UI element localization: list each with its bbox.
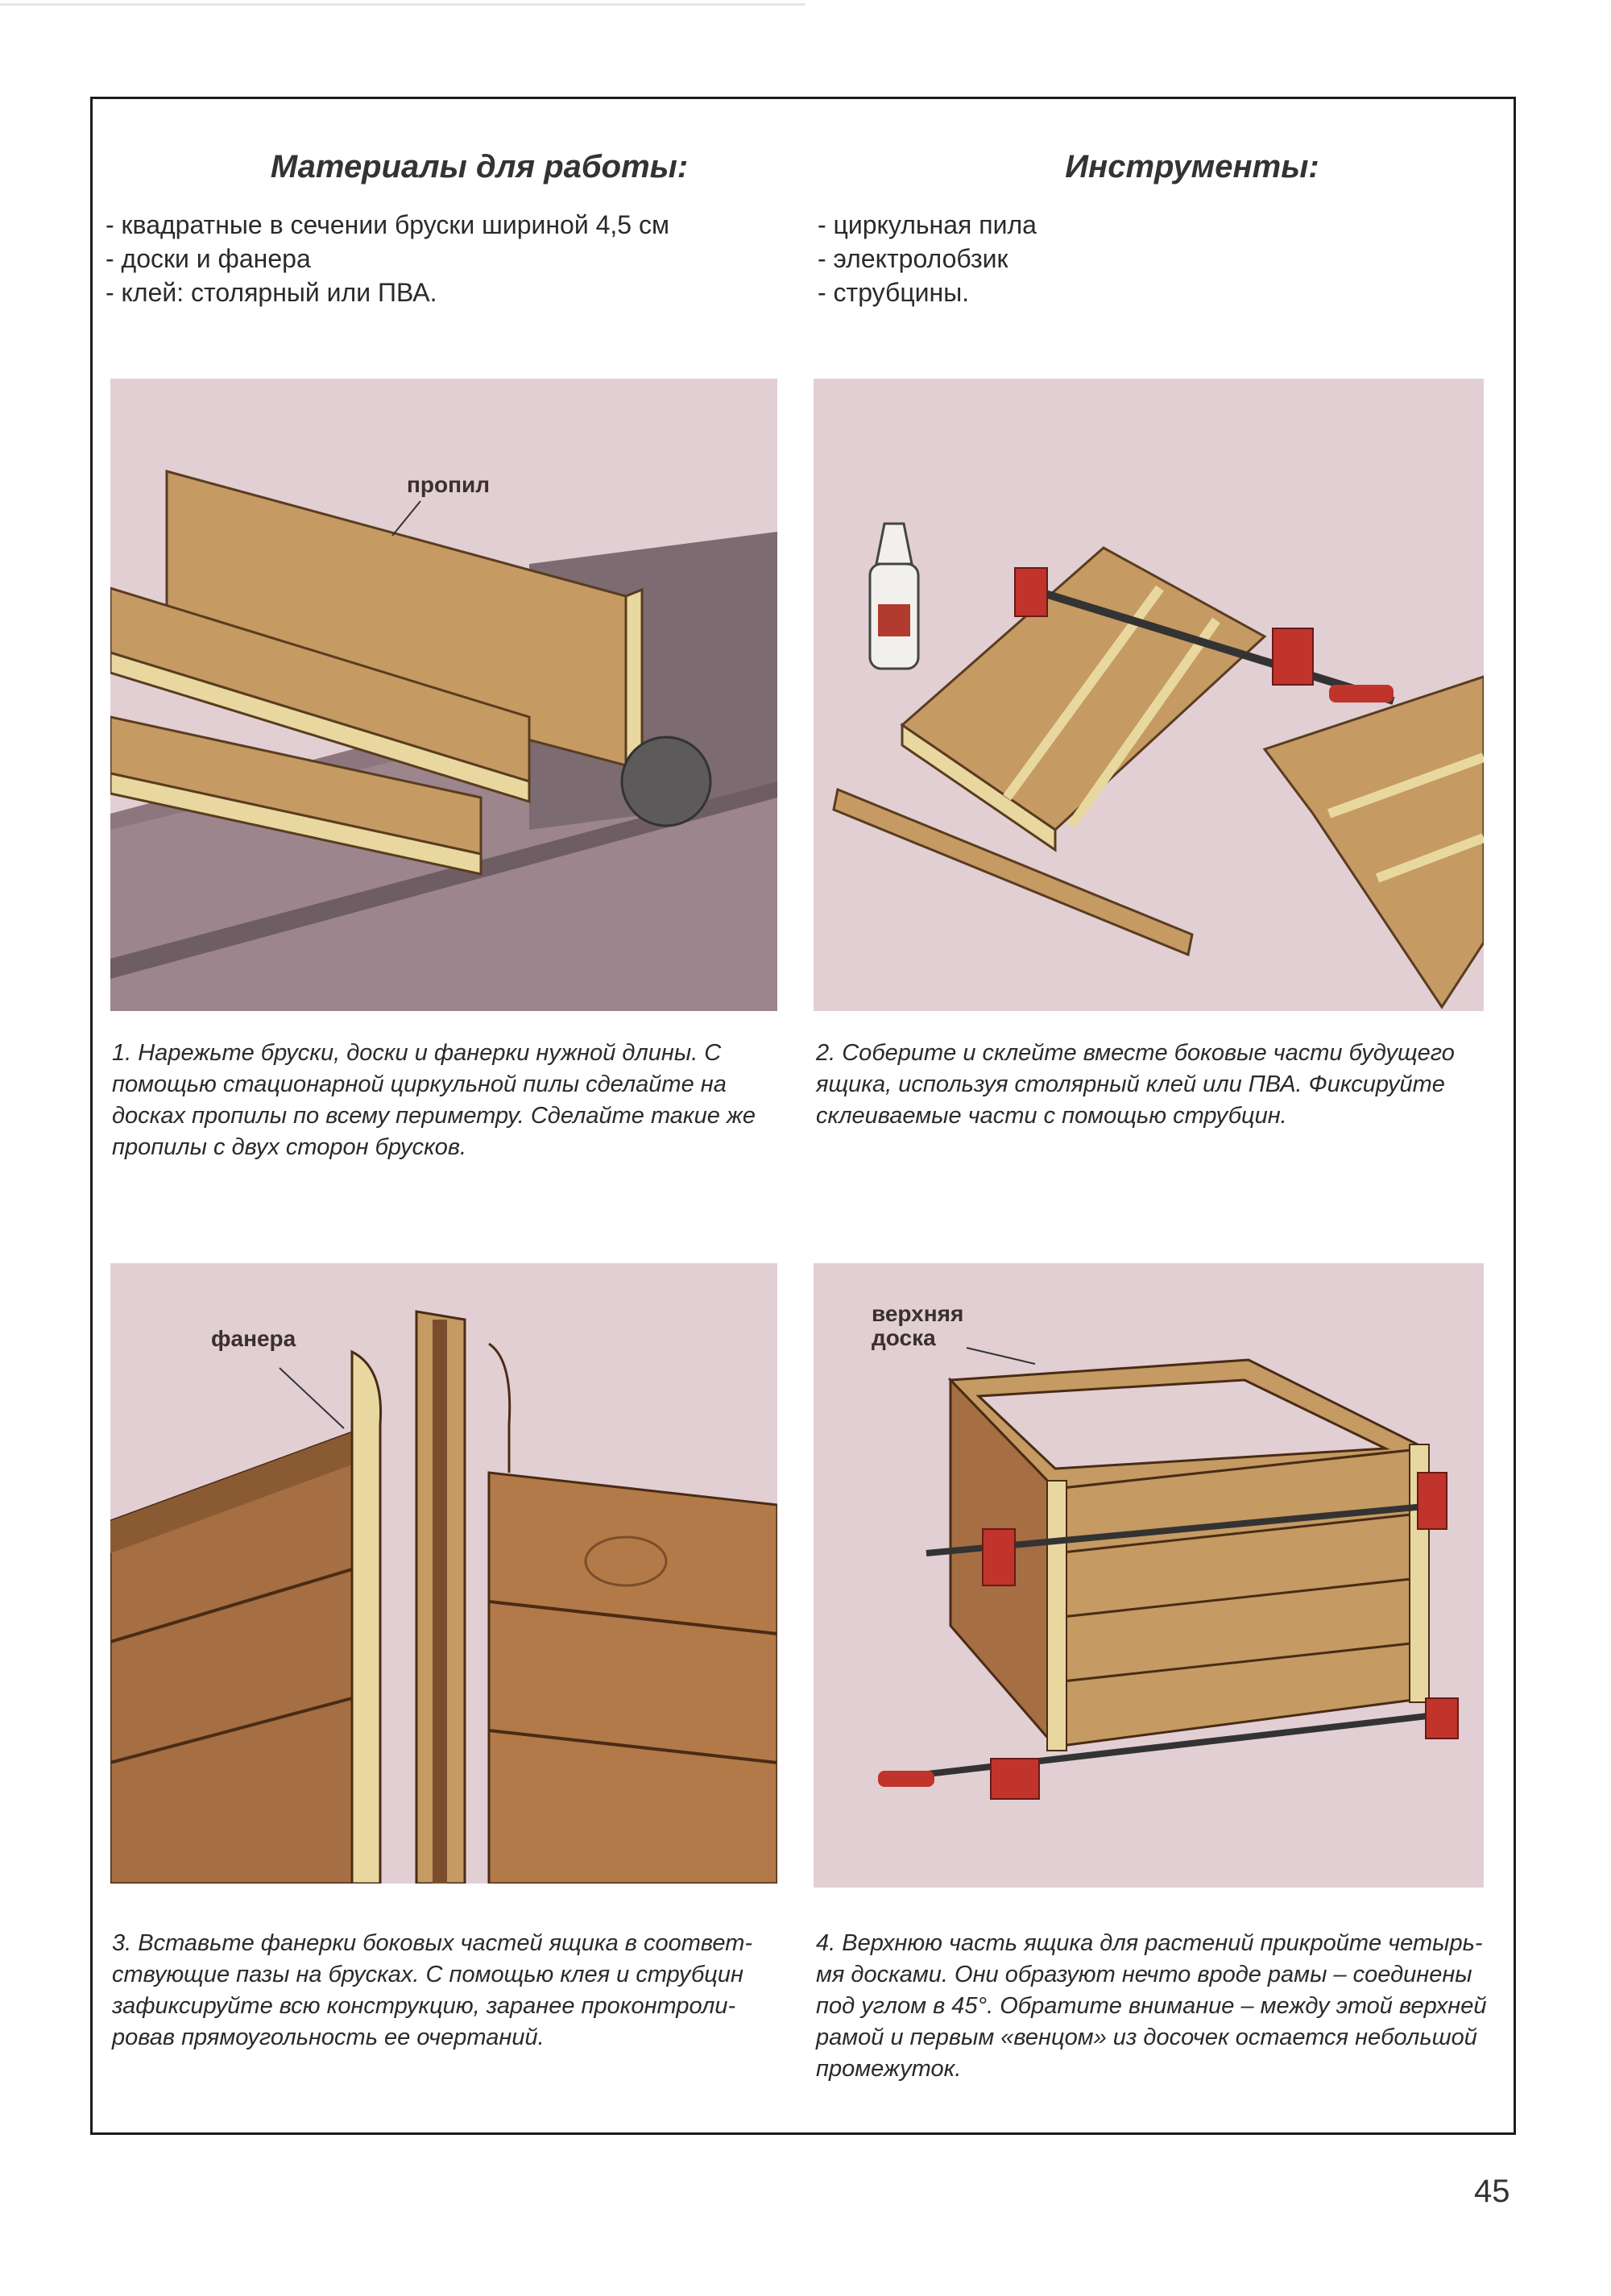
list-item: - струбцины. xyxy=(818,278,970,307)
list-item: - циркульная пила xyxy=(818,210,1037,239)
top-board-label xyxy=(872,1302,963,1350)
caption-line: ствующие пазы на брусках. С помощью клея и струбцин xyxy=(112,1962,743,1987)
step1-illustration xyxy=(110,379,777,1011)
caption-line: пропилы с двух сторон брусков. xyxy=(112,1134,467,1160)
materials-list xyxy=(106,208,669,309)
step4-illustration xyxy=(814,1263,1484,1888)
caption-line: 3. Вставьте фанерки боковых частей ящика в соответ- xyxy=(112,1930,753,1956)
caption-line: ящика, используя столярный клей или ПВА. Фиксируйте xyxy=(816,1071,1445,1097)
top-rule xyxy=(0,3,806,6)
list-item: - электролобзик xyxy=(818,244,1008,273)
content-frame xyxy=(90,97,1516,2135)
plywood-label: фанера xyxy=(211,1326,296,1351)
caption-line: промежуток. xyxy=(816,2056,962,2082)
caption-line: склеиваемые части с помощью струбцин. xyxy=(816,1103,1287,1129)
top-board-label-line: верхняя xyxy=(872,1301,964,1326)
list-item: - клей: столярный или ПВА. xyxy=(106,278,437,307)
top-board-label-line: доска xyxy=(872,1325,936,1350)
caption-line: 1. Нарежьте бруски, доски и фанерки нужной длины. С xyxy=(112,1040,722,1066)
caption-line: 4. Верхнюю часть ящика для растений прикройте четырь- xyxy=(816,1930,1483,1956)
page-number: 45 xyxy=(1474,2174,1510,2209)
list-item: - доски и фанера xyxy=(106,244,311,273)
tools-list xyxy=(818,208,1037,309)
list-item: - квадратные в сечении бруски шириной 4,5 см xyxy=(106,210,669,239)
caption-line: рамой и первым «венцом» из досочек остается небольшой xyxy=(816,2025,1477,2050)
kerf-label: пропил xyxy=(407,472,491,497)
caption-line: зафиксируйте всю конструкцию, заранее проконтроли- xyxy=(112,1993,736,2019)
step4-caption xyxy=(816,1928,1485,2085)
caption-line: помощью стационарной циркульной пилы сделайте на xyxy=(112,1071,727,1097)
step3-illustration xyxy=(110,1263,777,1884)
caption-line: 2. Соберите и склейте вместе боковые части будущего xyxy=(816,1040,1455,1066)
step3-caption xyxy=(112,1928,781,2054)
tools-title: Инструменты: xyxy=(1065,149,1319,184)
caption-line: мя досками. Они образуют нечто вроде рамы – соединены xyxy=(816,1962,1472,1987)
caption-line: ровав прямоугольность ее очертаний. xyxy=(112,2025,545,2050)
caption-line: под углом в 45°. Обратите внимание – между этой верхней xyxy=(816,1993,1487,2019)
step2-illustration xyxy=(814,379,1484,1011)
caption-line: досках пропилы по всему периметру. Сделайте такие же xyxy=(112,1103,756,1129)
materials-title: Материалы для работы: xyxy=(270,149,689,184)
step2-caption xyxy=(816,1038,1485,1132)
step1-caption xyxy=(112,1038,781,1163)
